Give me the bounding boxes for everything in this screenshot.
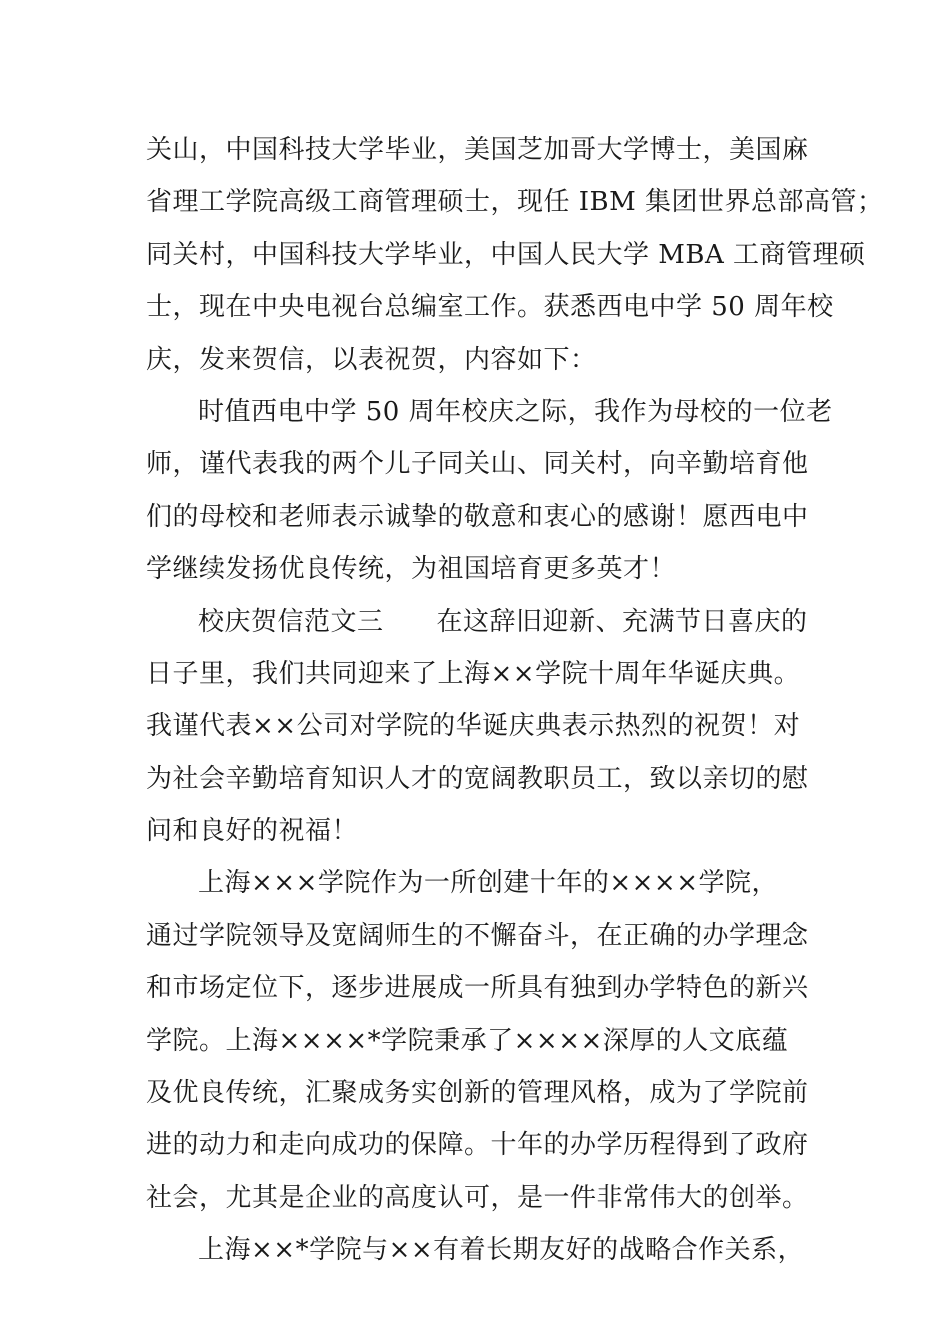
- paragraph-first-line: 上海××*学院与××有着长期友好的战略合作关系，: [198, 1235, 805, 1266]
- text-line: 关山，中国科技大学毕业，美国芝加哥大学博士，美国麻: [146, 135, 809, 165]
- text-line: 省理工学院高级工商管理硕士，现任 IBM 集团世界总部高管；: [146, 187, 884, 218]
- text-line: 进的动力和走向成功的保障。十年的办学历程得到了政府: [146, 1130, 809, 1161]
- paragraph-first-line: 时值西电中学 50 周年校庆之际，我作为母校的一位老: [198, 396, 833, 427]
- text-line: 师，谨代表我的两个儿子同关山、同关村，向辛勤培育他: [146, 449, 809, 480]
- text-line: 士，现在中央电视台总编室工作。获悉西电中学 50 周年校: [146, 292, 834, 323]
- text-line: 日子里，我们共同迎来了上海××学院十周年华诞庆典。: [146, 658, 801, 689]
- paragraph-first-line: 校庆贺信范文三 在这辞旧迎新、充满节日喜庆的: [198, 606, 808, 637]
- paragraph-first-line: 上海×××学院作为一所创建十年的××××学院，: [198, 868, 778, 899]
- text-line: 我谨代表××公司对学院的华诞庆典表示热烈的祝贺！对: [146, 711, 801, 742]
- text-line: 问和良好的祝福！: [146, 816, 359, 847]
- text-line: 同关村，中国科技大学毕业，中国人民大学 MBA 工商管理硕: [146, 239, 866, 270]
- text-line: 学院。上海××××*学院秉承了××××深厚的人文底蕴: [146, 1025, 789, 1056]
- text-line: 们的母校和老师表示诚挚的敬意和衷心的感谢！愿西电中: [146, 501, 809, 532]
- text-line: 庆，发来贺信，以表祝贺，内容如下：: [146, 344, 597, 375]
- text-line: 社会，尤其是企业的高度认可，是一件非常伟大的创举。: [146, 1182, 809, 1213]
- text-line: 学继续发扬优良传统，为祖国培育更多英才！: [146, 554, 677, 585]
- text-line: 和市场定位下，逐步进展成一所具有独到办学特色的新兴: [146, 973, 809, 1004]
- text-line: 为社会辛勤培育知识人才的宽阔教职员工，致以亲切的慰: [146, 763, 809, 794]
- document-body: [146, 124, 884, 1277]
- text-line: 通过学院领导及宽阔师生的不懈奋斗，在正确的办学理念: [146, 920, 809, 951]
- text-line: 及优良传统，汇聚成务实创新的管理风格，成为了学院前: [146, 1078, 809, 1109]
